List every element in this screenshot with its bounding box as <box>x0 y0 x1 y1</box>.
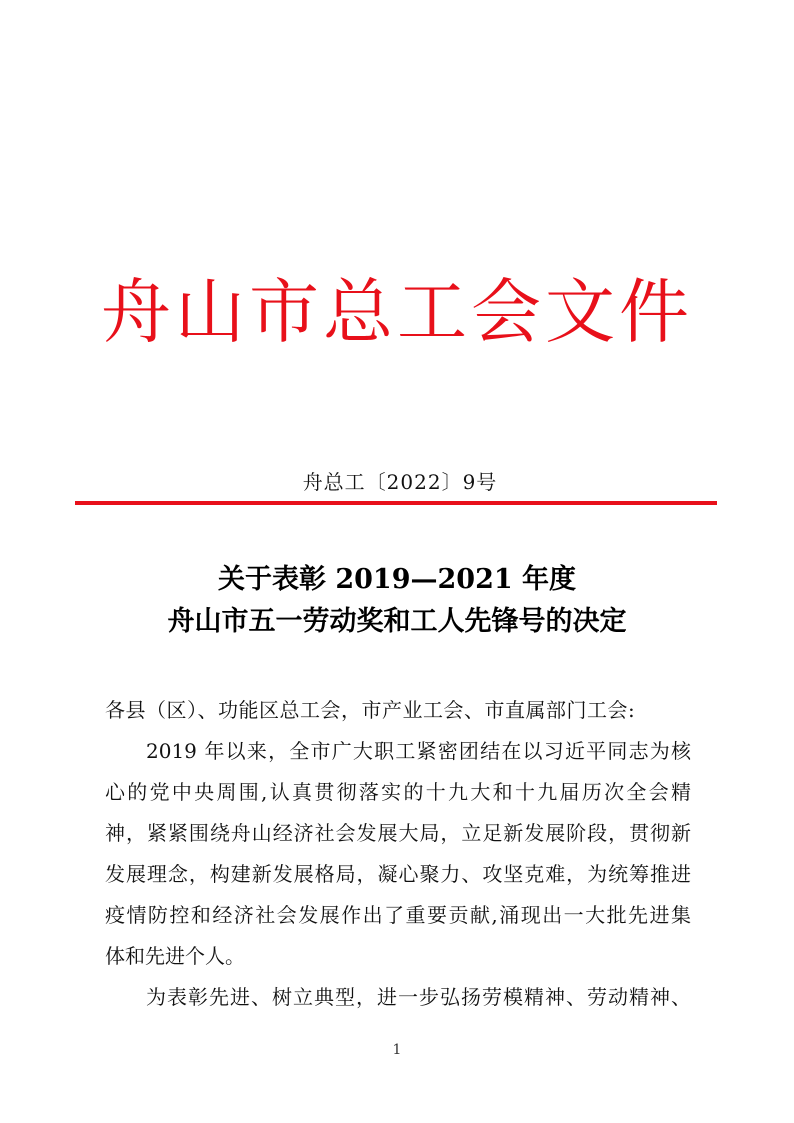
paragraph-line: 为表彰先进、树立典型，进一步弘扬劳模精神、劳动精神、 <box>146 985 691 1009</box>
paragraph-line: 心的党中央周围,认真贯彻落实的十九大和十九届历次全会精 <box>105 780 691 804</box>
paragraph-line: 发展理念，构建新发展格局，凝心聚力、攻坚克难，为统筹推进 <box>105 862 691 886</box>
decision-title-line-2: 舟山市五一劳动奖和工人先锋号的决定 <box>167 606 627 637</box>
paragraph-line: 疫情防控和经济社会发展作出了重要贡献,涌现出一大批先进集 <box>105 903 691 927</box>
document-body <box>105 690 691 1018</box>
red-divider <box>75 501 717 505</box>
document-number: 舟总工〔2022〕9号 <box>302 470 498 494</box>
paragraph <box>105 731 691 977</box>
page-number: 1 <box>392 1042 402 1058</box>
document-header-title: 舟山市总工会文件 <box>101 271 693 353</box>
decision-title-line-1: 关于表彰 2019—2021 年度 <box>217 564 577 595</box>
paragraph-line: 体和先进个人。 <box>105 944 245 968</box>
salutation: 各县（区）、功能区总工会，市产业工会、市直属部门工会: <box>105 698 636 722</box>
paragraph <box>105 977 691 1018</box>
paragraph-line: 神，紧紧围绕舟山经济社会发展大局，立足新发展阶段，贯彻新 <box>105 821 691 845</box>
paragraph-line: 2019 年以来，全市广大职工紧密团结在以习近平同志为核 <box>146 739 691 763</box>
